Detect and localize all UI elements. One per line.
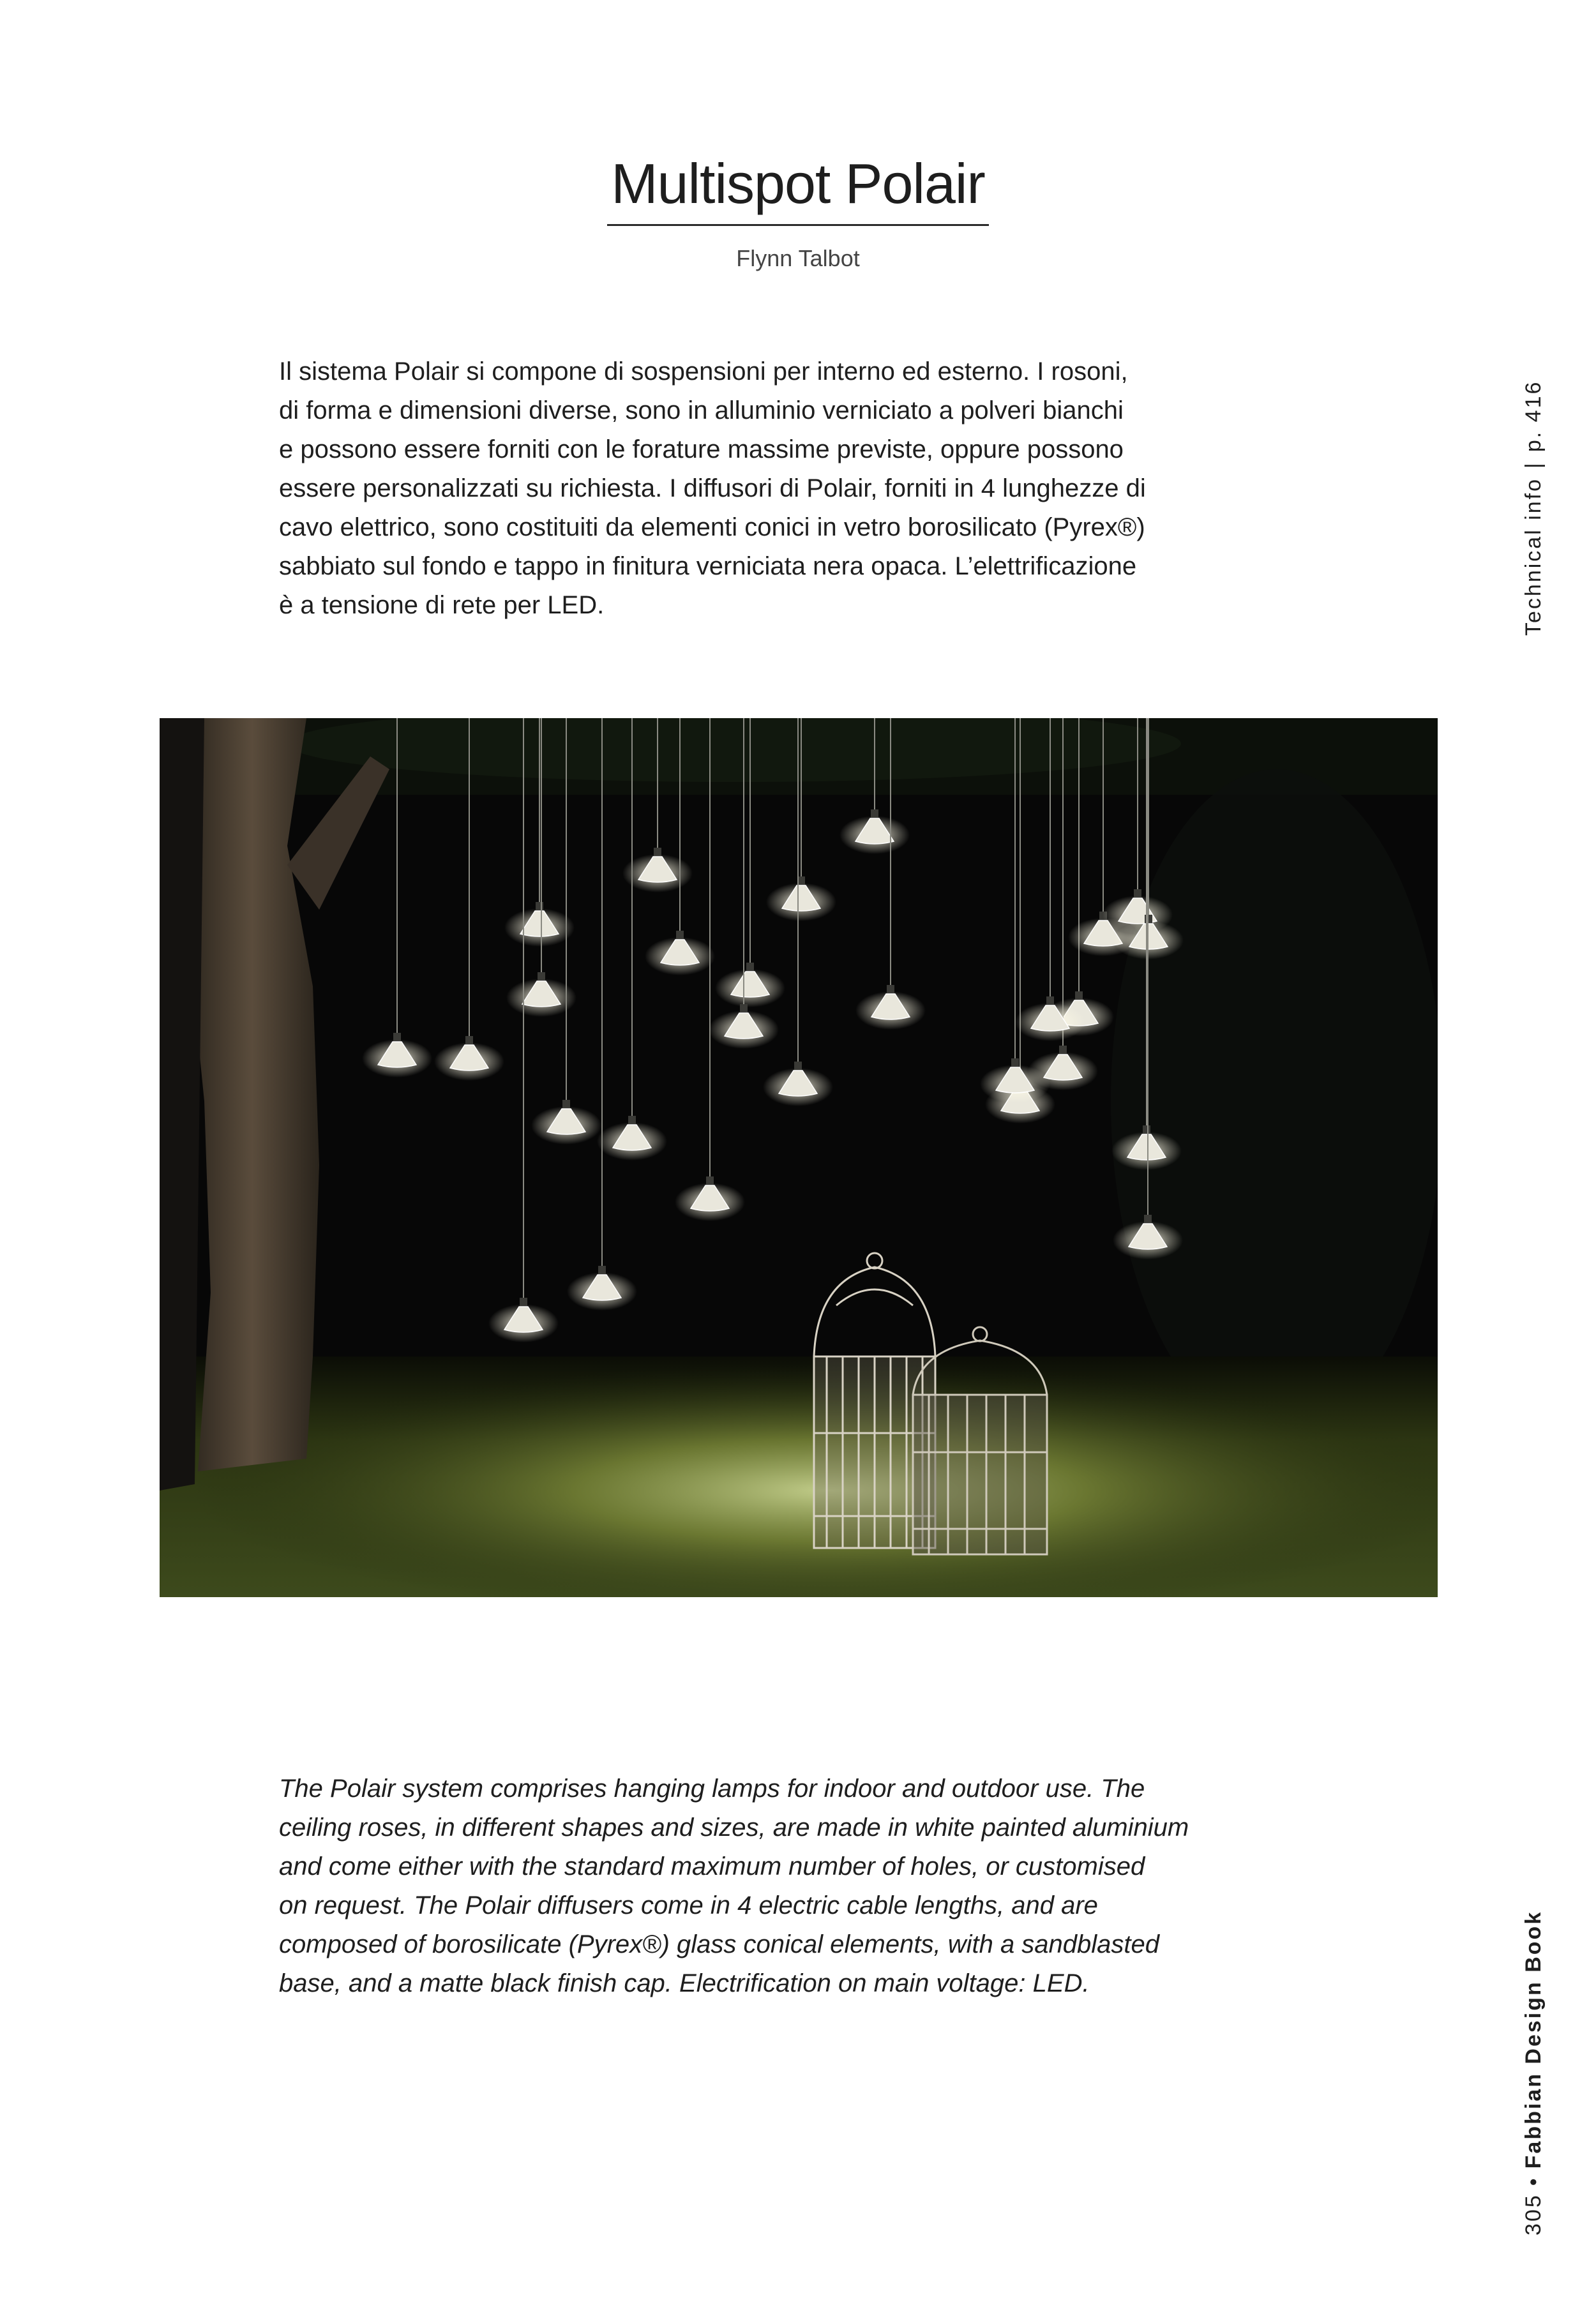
lamp-cap [465, 1036, 473, 1045]
text-line: di forma e dimensioni diverse, sono in alluminio verniciato a polveri bianchi [279, 396, 1124, 424]
separator: | [1521, 461, 1546, 469]
text-line: The Polair system comprises hanging lamps for indoor and outdoor use. The [279, 1775, 1145, 1803]
lamp-cap [1144, 1215, 1152, 1224]
brand-name: Fabbian Design Book [1521, 1910, 1546, 2169]
lamp-cap [676, 931, 684, 940]
description-english [279, 1769, 1189, 2003]
text-line: sabbiato sul fondo e tappo in finitura verniciata nera opaca. L’elettrificazione [279, 552, 1137, 580]
lamp-cap [746, 963, 754, 972]
lamp-cap [1134, 889, 1141, 898]
lamp-cap [520, 1298, 527, 1307]
text-line: essere personalizzati su richiesta. I diffusori di Polair, forniti in 4 lunghezze di [279, 474, 1146, 502]
text-line: and come either with the standard maximum number of holes, or customised [279, 1852, 1145, 1881]
text-line: Il sistema Polair si compone di sospensioni per interno ed esterno. I rosoni, [279, 357, 1128, 386]
product-photo [160, 718, 1438, 1597]
lamps-scene [160, 718, 1438, 1597]
text-line: cavo elettrico, sono costituiti da elementi conici in vetro borosilicato (Pyrex®) [279, 513, 1145, 541]
text-line: e possono essere forniti con le forature massime previste, oppure possono [279, 435, 1124, 463]
lamp-cap [887, 985, 894, 994]
lamp-cap [1046, 996, 1054, 1005]
designer-name: Flynn Talbot [736, 244, 860, 271]
lamp-cap [794, 1062, 802, 1071]
lamp-cap [538, 972, 545, 981]
lamp-cap [393, 1033, 401, 1042]
section-label: Technical info [1521, 477, 1546, 636]
lamp-cap [562, 1100, 570, 1109]
technical-info-reference[interactable] [1521, 380, 1546, 636]
lamp-cap [1059, 1046, 1067, 1055]
text-line: on request. The Polair diffusers come in 4 electric cable lengths, and are [279, 1891, 1098, 1920]
lamp-cap [1075, 991, 1083, 1000]
page-title: Multispot Polair [607, 153, 989, 226]
lamp-cap [598, 1266, 606, 1275]
lamp-cap [536, 902, 543, 911]
page-footer [1521, 1911, 1546, 2235]
text-line: base, and a matte black finish cap. Electrification on main voltage: LED. [279, 1969, 1090, 1997]
lamp-cap [706, 1176, 714, 1185]
bullet: • [1521, 2176, 1546, 2186]
text-line: è a tensione di rete per LED. [279, 591, 605, 619]
text-line: ceiling roses, in different shapes and sizes, are made in white painted aluminium [279, 1814, 1189, 1842]
description-italian [279, 352, 1146, 625]
title-block [0, 153, 1596, 272]
page-reference: p. 416 [1521, 380, 1546, 453]
background-tree [1111, 769, 1438, 1433]
lamp-cap [1143, 1125, 1150, 1134]
lamp-cap [1011, 1058, 1019, 1067]
lamp-cap [871, 809, 878, 818]
page-number: 305 [1521, 2193, 1546, 2235]
lamp-cap [654, 848, 661, 857]
text-line: composed of borosilicate (Pyrex®) glass conical elements, with a sandblasted [279, 1930, 1160, 1958]
lamp-cap [628, 1116, 636, 1125]
lamp-cap [740, 1004, 748, 1013]
